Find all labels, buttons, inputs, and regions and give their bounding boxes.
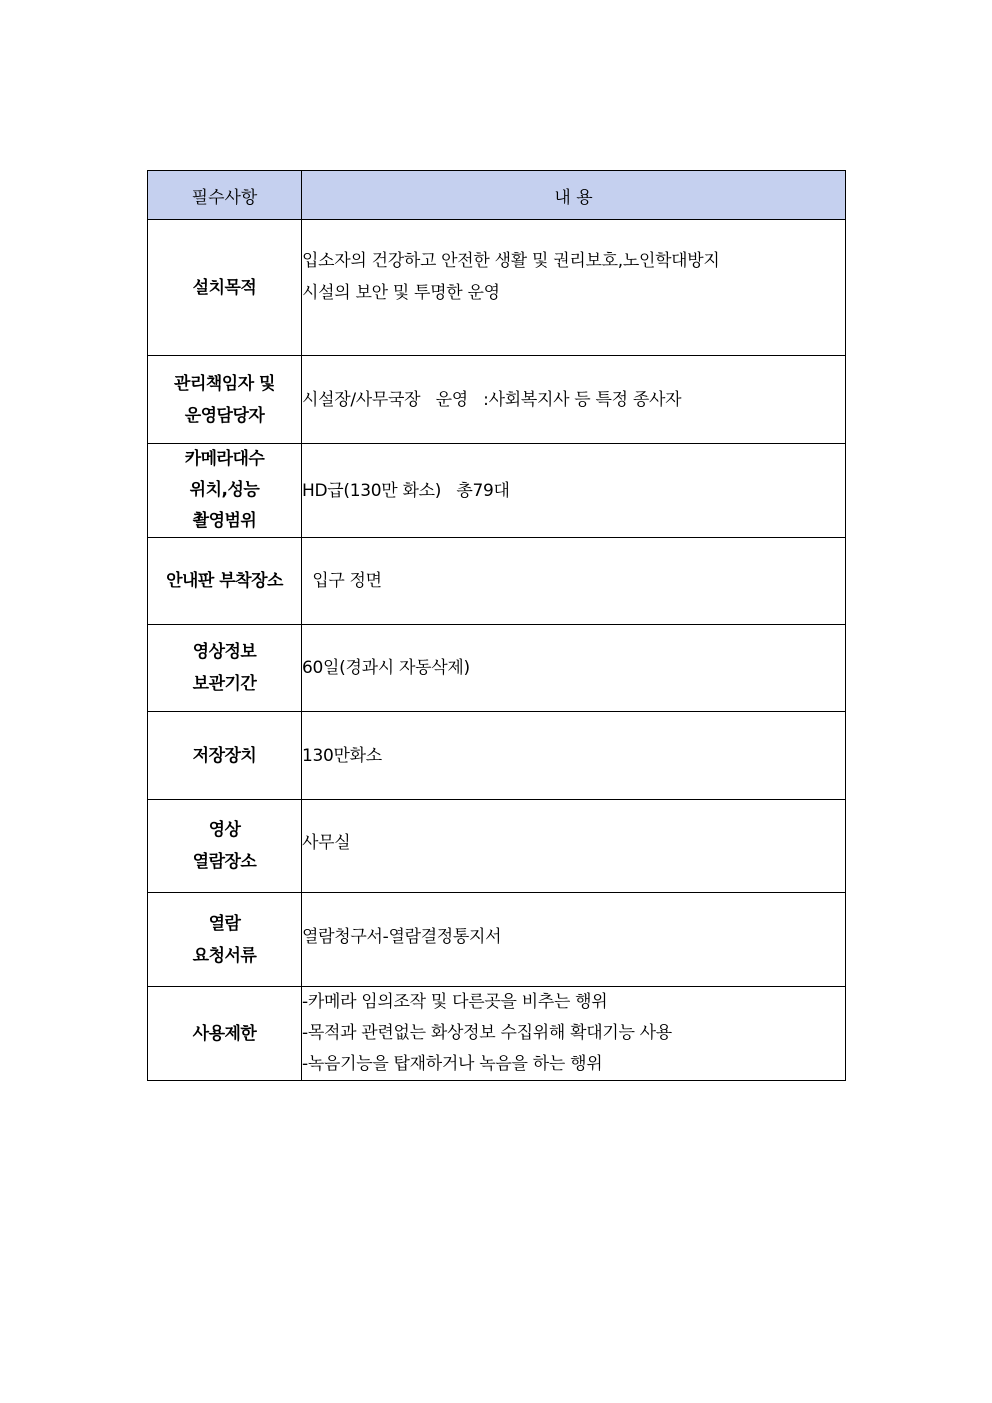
label-line: 촬영범위 — [192, 511, 257, 531]
row-content — [302, 444, 846, 538]
label-line: 위치,성능 — [189, 480, 260, 500]
row-content — [302, 987, 846, 1081]
content-line: 시설의 보안 및 투명한 운영 — [302, 282, 500, 303]
content-line: -녹음기능을 탑재하거나 녹음을 하는 행위 — [302, 1054, 603, 1074]
table-row-usage-restrictions — [148, 987, 846, 1081]
label-line: 운영담당자 — [184, 405, 265, 426]
table-row-signboard — [148, 538, 846, 625]
content-line: 입구 정면 — [302, 571, 382, 591]
table-row-retention — [148, 625, 846, 712]
table-header-row — [148, 171, 846, 220]
table-row-purpose — [148, 220, 846, 356]
row-label — [148, 987, 302, 1081]
row-label — [148, 712, 302, 800]
row-content — [302, 712, 846, 800]
row-label — [148, 893, 302, 987]
cctv-info-table — [147, 170, 846, 1081]
content-line: -카메라 임의조작 및 다른곳을 비추는 행위 — [302, 992, 608, 1012]
content-line: 시설장/사무국장 운영 :사회복지사 등 특정 종사자 — [302, 389, 682, 410]
content-line: HD급(130만 화소) 총79대 — [302, 480, 510, 501]
content-line: -목적과 관련없는 화상정보 수집위해 확대기능 사용 — [302, 1023, 672, 1043]
label-line: 관리책임자 및 — [174, 373, 275, 394]
label-line: 사용제한 — [192, 1023, 257, 1044]
header-content: 내 용 — [302, 171, 846, 220]
row-content — [302, 538, 846, 625]
row-content — [302, 356, 846, 444]
label-line: 카메라대수 — [184, 449, 265, 469]
content-line: 60일(경과시 자동삭제) — [302, 658, 470, 678]
content-line: 130만화소 — [302, 745, 382, 766]
label-line: 안내판 부착장소 — [166, 571, 283, 591]
row-content — [302, 625, 846, 712]
content-line: 열람청구서-열람결정통지서 — [302, 926, 502, 947]
table-row-camera — [148, 444, 846, 538]
row-content — [302, 220, 846, 356]
row-label — [148, 625, 302, 712]
table-row-viewing-place — [148, 800, 846, 893]
label-line: 저장장치 — [192, 745, 257, 766]
row-label — [148, 800, 302, 893]
row-content — [302, 893, 846, 987]
label-line: 설치목적 — [192, 277, 257, 298]
row-content — [302, 800, 846, 893]
label-line: 영상 — [208, 820, 241, 840]
table-row-manager — [148, 356, 846, 444]
row-label — [148, 444, 302, 538]
label-line: 요청서류 — [192, 945, 257, 966]
row-label — [148, 356, 302, 444]
label-line: 보관기간 — [192, 674, 257, 694]
header-required-items: 필수사항 — [148, 171, 302, 220]
row-label — [148, 538, 302, 625]
content-line: 입소자의 건강하고 안전한 생활 및 권리보호,노인학대방지 — [302, 250, 720, 271]
table-row-request-documents — [148, 893, 846, 987]
label-line: 영상정보 — [192, 642, 257, 662]
label-line: 열람 — [208, 913, 241, 934]
table-row-storage — [148, 712, 846, 800]
label-line: 열람장소 — [192, 852, 257, 872]
row-label — [148, 220, 302, 356]
content-line: 사무실 — [302, 833, 351, 853]
